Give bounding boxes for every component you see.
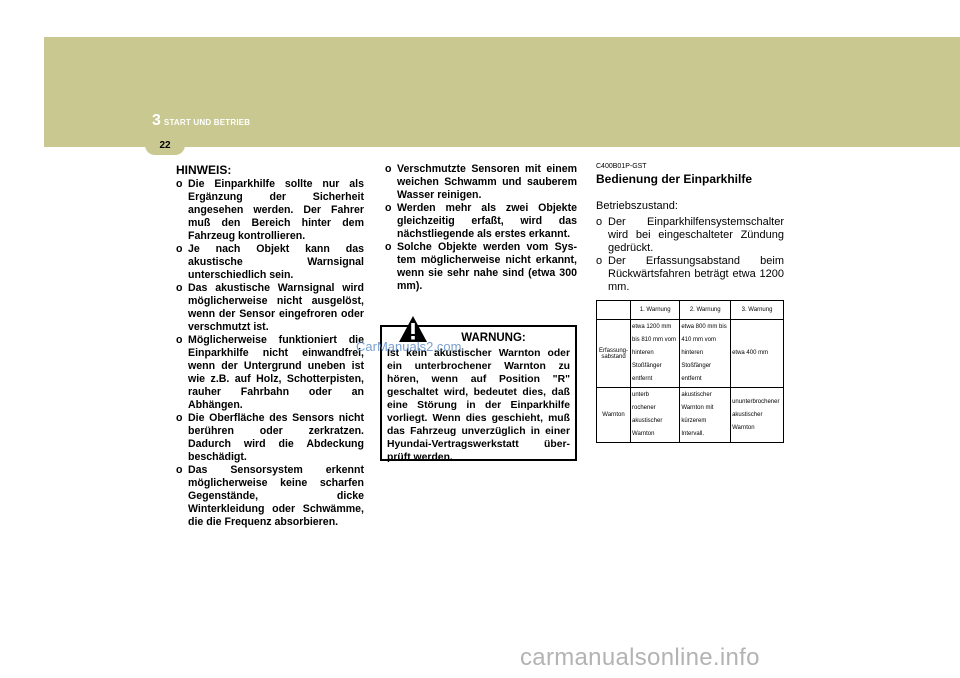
list-item: o Die Oberfläche des Sensors nicht berühren oder zerkratzen. Dadurch wird die Abdeckung beschädigt. [176, 412, 364, 464]
list-item: o Der Erfassungsabstand beim Rückwärtsfahren beträgt etwa 1200 mm. [596, 255, 784, 294]
reference-code: C400B01P-GST [596, 163, 647, 170]
list-item: o Möglicherweise funktioniert die Einparkhilfe nicht einwandfrei, wenn der Untergrund uneben ist wie z.B. auf Holz, Schotterpisten, rauher Fahrbahn oder an Abhängen. [176, 334, 364, 412]
table-row [597, 388, 784, 443]
table-header: 2. Warnung [680, 301, 731, 320]
table-row [597, 320, 784, 388]
warning-title: WARNUNG: [461, 332, 526, 344]
table-cell: unterb rochener akustischer Warnton [631, 388, 680, 443]
list-item: o Der Einparkhilfensystemschalter wird bei eingeschalteter Zündung gedrückt. [596, 216, 784, 255]
note-title: HINWEIS: [176, 163, 232, 177]
middle-column [385, 163, 577, 293]
list-item: o Das Sensorsystem erkennt möglicherweise keine scharfen Gegenstände, dicke Winterkleidung oder Schwämme, die die Frequenz absorbieren. [176, 464, 364, 529]
section-heading: Bedienung der Einparkhilfe [596, 172, 753, 186]
list-item: o Solche Objekte werden vom Sys- tem möglicherweise nicht erkannt, wenn sie sehr nahe sind (etwa 300 mm). [385, 241, 577, 293]
middle-list [385, 163, 577, 293]
table-cell: etwa 800 mm bis 410 mm vom hinteren Stoßfänger entfernt [680, 320, 731, 388]
watermark: CarManuals2.com [356, 339, 462, 354]
section-number: 3 [152, 112, 161, 129]
table-cell: akustischer Warnton mit kürzerem Intervall. [680, 388, 731, 443]
list-item: o Das akustische Warnsignal wird möglicherweise nicht ausgelöst, wenn der Sensor eingefroren oder verschmutzt ist. [176, 282, 364, 334]
operation-column [596, 163, 784, 294]
header-band [44, 37, 960, 147]
section-title: START UND BETRIEB [163, 118, 251, 127]
table-cell: etwa 1200 mm bis 810 mm vom hinteren Stoßfänger entfernt [631, 320, 680, 388]
row-label: Erfassung- sabstand [597, 320, 631, 388]
note-column [176, 163, 364, 529]
page-number: 22 [159, 139, 171, 151]
list-item: o Werden mehr als zwei Objekte gleichzeitig erfaßt, wird das nächstliegende als erstes erkannt. [385, 202, 577, 241]
warning-box [380, 325, 577, 461]
warning-text: Ist kein akustischer Warnton oder ein unterbrochener Warnton zu hören, wenn auf Position "R" geschaltet wird, bedeutet dies, daß eine Störung in der Einparkhilfe vorliegt. Wenn dies geschieht, muß das Fahrzeug unverzüglich in einer Hyundai-Vertragswerkstatt über- prüft werden. [387, 348, 570, 463]
note-list [176, 178, 364, 529]
warning-distance-table [596, 300, 784, 443]
state-label: Betriebszustand: [596, 200, 678, 212]
page-tab [145, 135, 185, 155]
table-cell: ununterbrochener akustischer Warnton [731, 388, 784, 443]
table-header [597, 301, 631, 320]
table-header: 1. Warnung [631, 301, 680, 320]
row-label: Warnton [597, 388, 631, 443]
table-header: 3. Warnung [731, 301, 784, 320]
list-item: o Verschmutzte Sensoren mit einem weichen Schwamm und sauberem Wasser reinigen. [385, 163, 577, 202]
watermark: carmanualsonline.info [520, 644, 760, 671]
list-item: o Je nach Objekt kann das akustische Warnsignal unterschiedlich sein. [176, 243, 364, 282]
table-cell: etwa 400 mm [731, 320, 784, 388]
section-marker [152, 112, 250, 130]
list-item: o Die Einparkhilfe sollte nur als Ergänzung der Sicherheit angesehen werden. Der Fahrer muß den Bereich hinter dem Fahrzeug kontrollieren. [176, 178, 364, 243]
table-header-row [597, 301, 784, 320]
operation-list [596, 216, 784, 294]
